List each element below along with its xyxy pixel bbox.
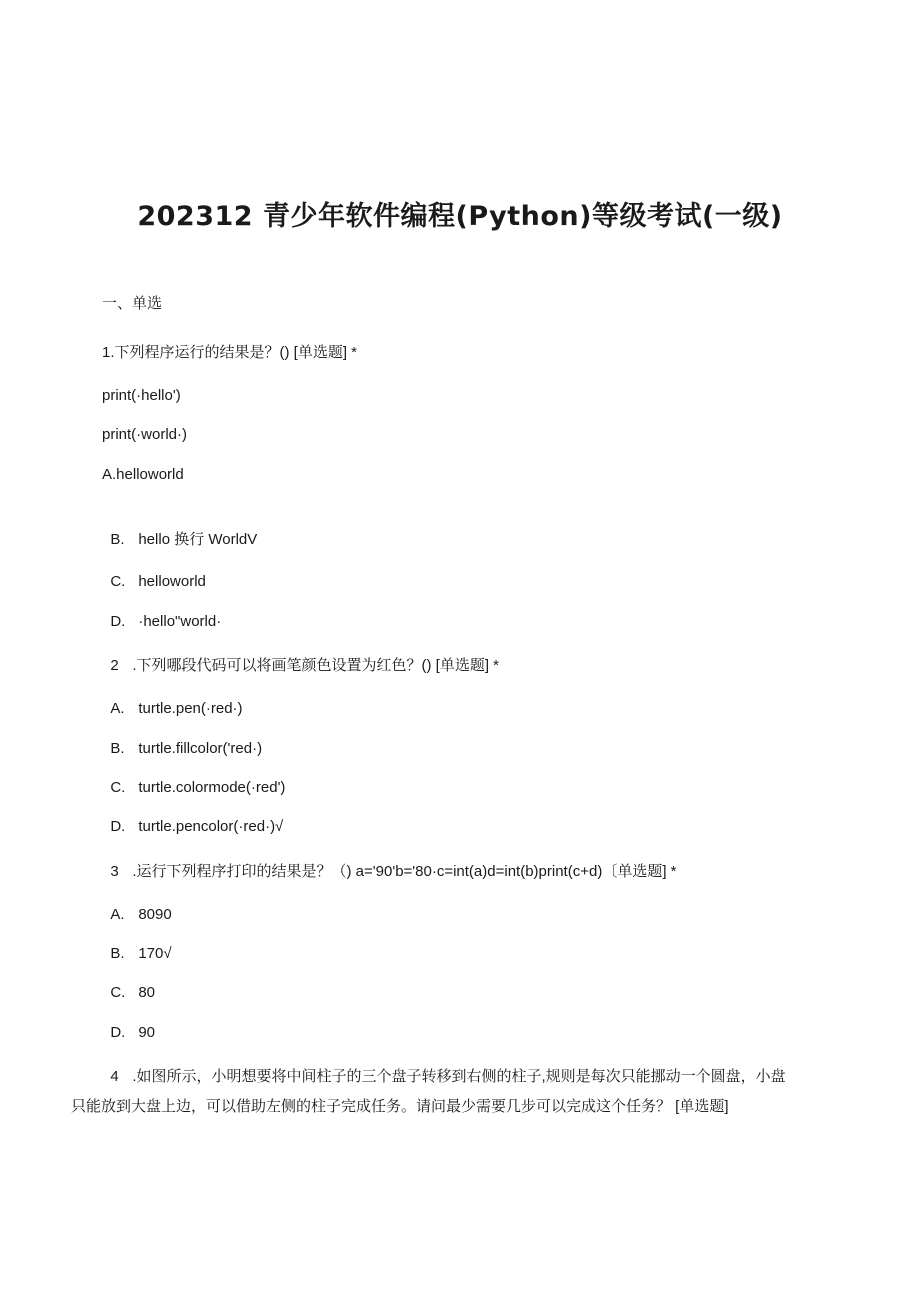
section-heading: 一、单选 <box>102 295 163 312</box>
option-text: 8090 <box>138 906 172 923</box>
question-1-code-line-2: print(·world·) <box>102 426 188 443</box>
option-text: turtle.pen(·red·) <box>138 700 243 717</box>
question-text: .运行下列程序打印的结果是？（) a='90'b='80·c=int(a)d=int(b)print(c+d)〔单选题] * <box>132 863 677 880</box>
option-text: ·hello"world· <box>138 613 222 630</box>
option-letter: A. <box>110 700 125 717</box>
question-3-option-c <box>102 963 155 1003</box>
question-3-stem <box>102 842 677 882</box>
option-text: hello 换行 WorldV <box>138 531 258 548</box>
option-letter: C. <box>110 779 126 796</box>
option-letter: D. <box>110 1024 126 1041</box>
question-1-option-d <box>102 592 221 632</box>
option-text: turtle.pencolor(·red·)√ <box>138 818 284 835</box>
question-number: 2 <box>110 657 119 674</box>
option-text: turtle.fillcolor('red·) <box>138 740 263 757</box>
option-letter: D. <box>110 818 126 835</box>
question-4-stem-line-1 <box>102 1047 786 1087</box>
question-1-code-line-1: print(·hello') <box>102 387 181 404</box>
option-letter: B. <box>110 740 125 757</box>
question-2-stem <box>102 636 499 676</box>
option-text: 90 <box>138 1024 156 1041</box>
option-letter: C. <box>110 984 126 1001</box>
question-3-option-d <box>102 1003 155 1043</box>
option-letter: C. <box>110 573 126 590</box>
question-4-stem-line-2: 只能放到大盘上边，可以借助左侧的柱子完成任务。请问最少需要几步可以完成这个任务？ [单选题] <box>71 1098 729 1115</box>
option-letter: A. <box>110 906 125 923</box>
option-text: 80 <box>138 984 156 1001</box>
question-3-option-a <box>102 885 172 925</box>
option-text: turtle.colormode(·red') <box>138 779 286 796</box>
question-number: 4 <box>110 1068 119 1085</box>
question-2-option-a <box>102 679 243 719</box>
question-text: .如图所示，小明想要将中间柱子的三个盘子转移到右侧的柱子,规则是每次只能挪动一个圆盘，小盘 <box>132 1068 786 1085</box>
question-1-stem: 1.下列程序运行的结果是？() [单选题] * <box>102 344 358 361</box>
question-3-option-b <box>102 924 172 964</box>
question-1-option-c <box>102 552 206 592</box>
question-2-option-b <box>102 719 262 759</box>
question-number: 3 <box>110 863 119 880</box>
option-letter: B. <box>110 531 125 548</box>
question-1-option-a: A.helloworld <box>102 466 184 483</box>
option-letter: D. <box>110 613 126 630</box>
question-2-option-c <box>102 758 285 798</box>
question-1-option-b <box>102 510 257 550</box>
question-text: .下列哪段代码可以将画笔颜色设置为红色？() [单选题] * <box>132 657 500 674</box>
option-text: 170√ <box>138 945 172 962</box>
option-letter: B. <box>110 945 125 962</box>
document-title: 202312 青少年软件编程(Python)等级考试(一级) <box>137 201 783 232</box>
question-2-option-d <box>102 797 283 837</box>
option-text: helloworld <box>138 573 206 590</box>
